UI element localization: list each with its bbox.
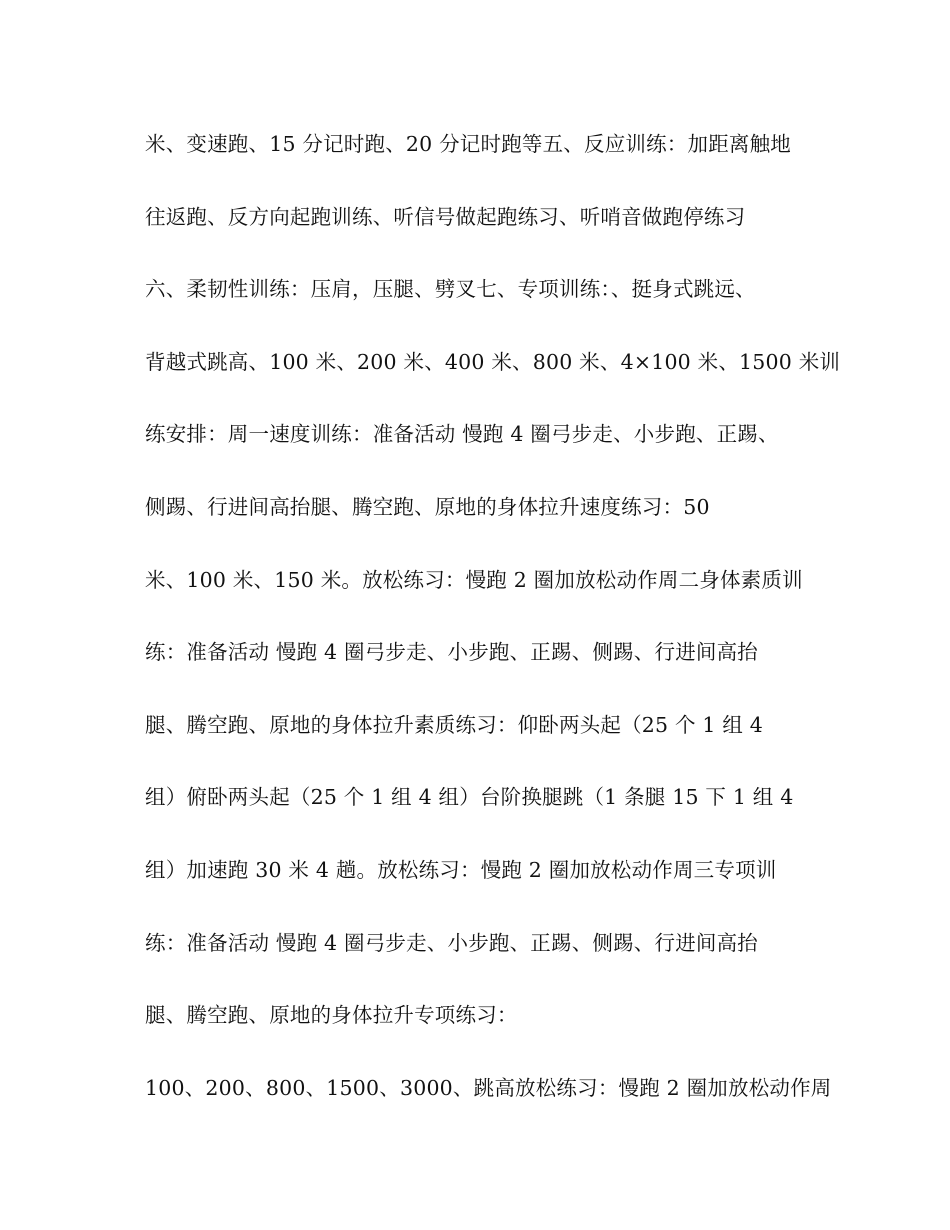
text-line: 练：准备活动 慢跑 4 圈弓步走、小步跑、正踢、侧踢、行进间高抬	[145, 930, 758, 955]
text-line: 100、200、800、1500、3000、跳高放松练习：慢跑 2 圈加放松动作周	[145, 1075, 832, 1100]
text-line: 腿、腾空跑、原地的身体拉升素质练习：仰卧两头起（25 个 1 组 4	[145, 712, 764, 737]
text-line: 练：准备活动 慢跑 4 圈弓步走、小步跑、正踢、侧踢、行进间高抬	[145, 640, 758, 665]
text-line: 侧踢、行进间高抬腿、腾空跑、原地的身体拉升速度练习：50	[145, 494, 710, 519]
text-line: 往返跑、反方向起跑训练、听信号做起跑练习、听哨音做跑停练习	[145, 204, 746, 229]
text-line: 腿、腾空跑、原地的身体拉升专项练习：	[145, 1003, 518, 1028]
body-text	[145, 118, 841, 1134]
text-line: 背越式跳高、100 米、200 米、400 米、800 米、4×100 米、1500 米训	[145, 349, 841, 374]
text-line: 米、变速跑、15 分记时跑、20 分记时跑等五、反应训练：加距离触地	[145, 132, 792, 156]
text-line: 六、柔韧性训练：压肩，压腿、劈叉七、专项训练：、挺身式跳远、	[145, 277, 756, 302]
text-line: 练安排：周一速度训练：准备活动 慢跑 4 圈弓步走、小步跑、正踢、	[145, 422, 779, 447]
text-line: 米、100 米、150 米。放松练习：慢跑 2 圈加放松动作周二身体素质训	[145, 567, 803, 592]
text-line: 组）加速跑 30 米 4 趟。放松练习：慢跑 2 圈加放松动作周三专项训	[145, 857, 777, 882]
text-line: 组）俯卧两头起（25 个 1 组 4 组）台阶换腿跳（1 条腿 15 下 1 组 4	[145, 785, 794, 810]
